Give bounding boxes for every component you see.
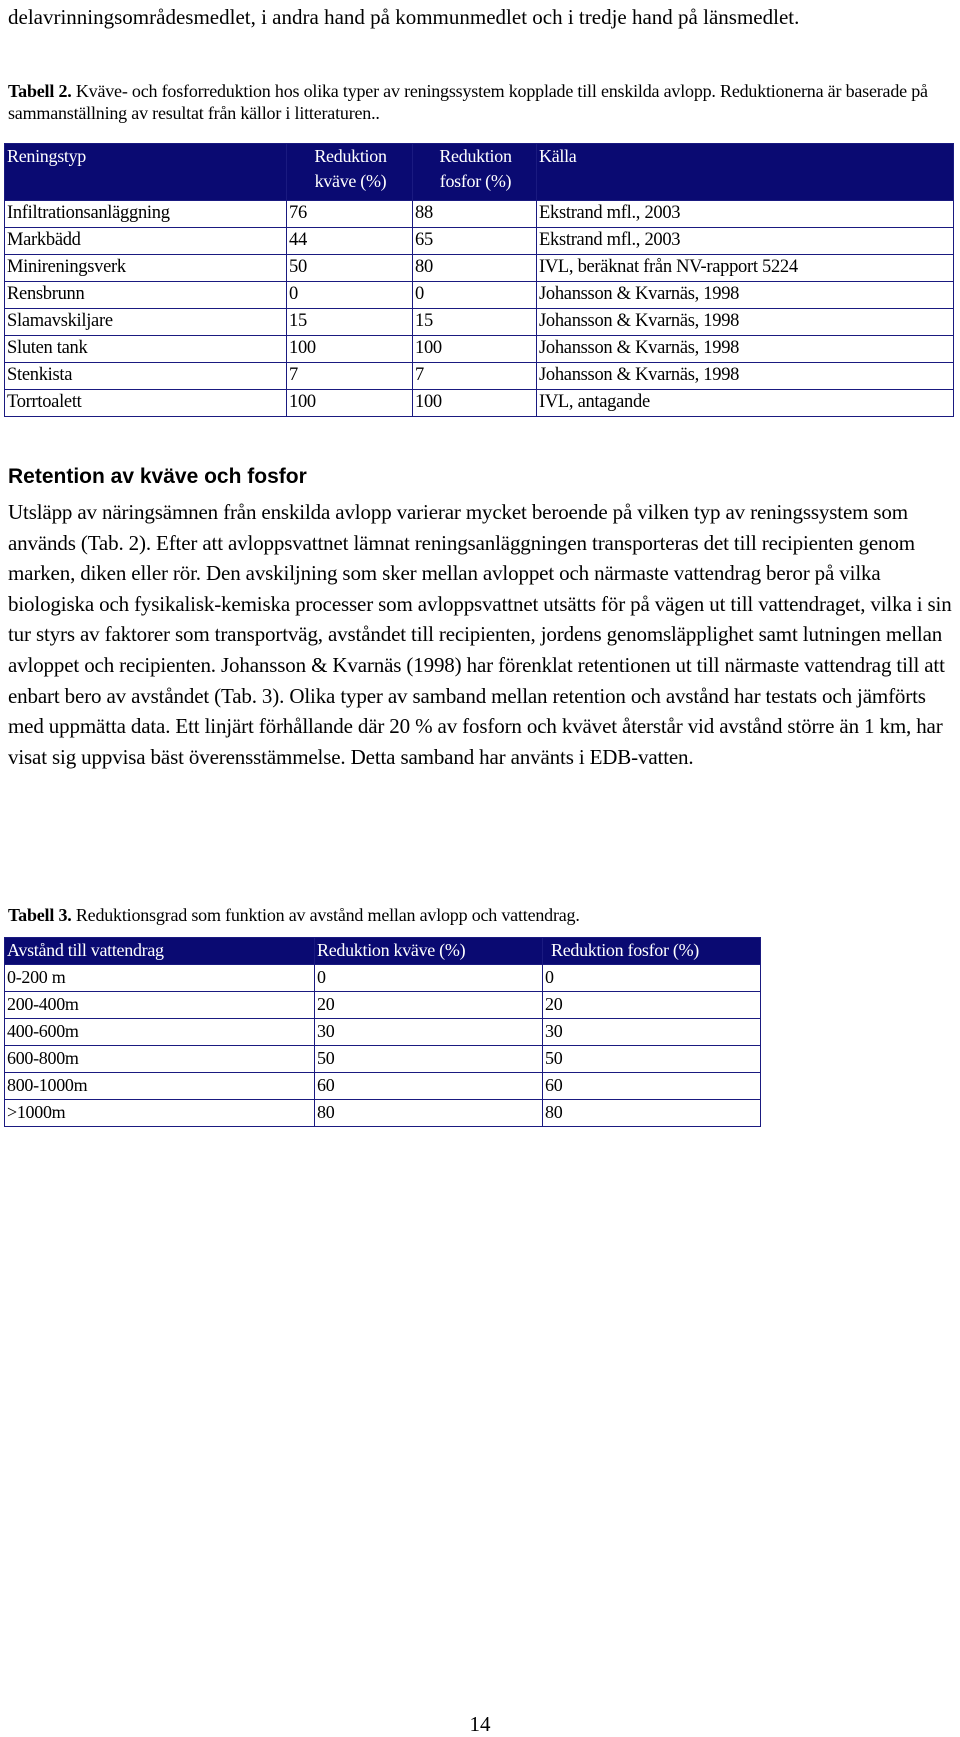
body-paragraph: Utsläpp av näringsämnen från enskilda avlopp varierar mycket beroende på vilken typ av reningssystem som används (Tab. 2). Efter att avloppsvattnet lämnat reningsanläggningen transporteras det till recipienten genom marken, diken eller rör. Den avskiljning som sker mellan avloppet och närmaste vattendrag beror på vilka biologiska och fysikalisk-kemiska processer som avloppsvattnet utsätts för på vägen ut till vattendraget, vilka i sin tur styrs av faktorer som transportväg, avståndet till recipienten, jordens genomsläpplighet samt lutningen mellan avloppet och recipienten. Johansson & Kvarnäs (1998) har förenklat retentionen ut till närmaste vattendrag till att enbart bero av avståndet (Tab. 3). Olika typer av samband mellan retention och avstånd har testats och jämförts med uppmätta data. Ett linjärt förhållande där 20 % av fosforn och kvävet återstår vid avstånd större än 1 km, har visat sig uppvisa bäst överensstämmelse. Detta samband har använts i EDB-vatten.	[8, 500, 952, 769]
table-cell: 15	[413, 309, 537, 336]
table-cell: 50	[315, 1046, 543, 1073]
table-cell: Sluten tank	[5, 336, 287, 363]
table-cell: Minireningsverk	[5, 255, 287, 282]
table-cell: 20	[543, 992, 761, 1019]
table-cell: >1000m	[5, 1100, 315, 1127]
table-row	[5, 282, 954, 309]
table3-header-reduktion-kvave: Reduktion kväve (%)	[315, 938, 543, 965]
table-cell: IVL, antagande	[537, 390, 954, 417]
table-cell: 100	[413, 336, 537, 363]
table2-header-reduktion-fosfor-text: Reduktion fosfor (%)	[439, 146, 512, 191]
table-cell: Torrtoalett	[5, 390, 287, 417]
table-cell: Johansson & Kvarnäs, 1998	[537, 363, 954, 390]
table3-caption-text: Reduktionsgrad som funktion av avstånd mellan avlopp och vattendrag.	[71, 905, 580, 925]
table-cell: 50	[287, 255, 413, 282]
table-cell: Stenkista	[5, 363, 287, 390]
table-cell: 80	[543, 1100, 761, 1127]
table-cell: 0	[287, 282, 413, 309]
intro-paragraph: delavrinningsområdesmedlet, i andra hand på kommunmedlet och i tredje hand på länsmedlet.	[8, 5, 800, 29]
table-cell: 80	[315, 1100, 543, 1127]
table-row	[5, 201, 954, 228]
table-cell: Markbädd	[5, 228, 287, 255]
table-row	[5, 228, 954, 255]
table2-header-reduktion-fosfor	[413, 144, 537, 201]
table3-reduction-by-distance	[4, 937, 761, 1127]
table2-header-reduktion-kvave	[287, 144, 413, 201]
table-row	[5, 1100, 761, 1127]
table-cell: 60	[315, 1073, 543, 1100]
table2-caption-label: Tabell 2.	[8, 81, 72, 101]
table-cell: 0	[543, 965, 761, 992]
table3-header-row	[5, 938, 761, 965]
section-heading: Retention av kväve och fosfor	[8, 465, 307, 488]
table-cell: 100	[287, 336, 413, 363]
table3-header-avstand: Avstånd till vattendrag	[5, 938, 315, 965]
table-cell: 100	[287, 390, 413, 417]
table-cell: IVL, beräknat från NV-rapport 5224	[537, 255, 954, 282]
table3-caption-label: Tabell 3.	[8, 905, 72, 925]
table-cell: 20	[315, 992, 543, 1019]
table-cell: 60	[543, 1073, 761, 1100]
table2-header-row	[5, 144, 954, 201]
table-cell: 600-800m	[5, 1046, 315, 1073]
table-cell: 50	[543, 1046, 761, 1073]
table-cell: 88	[413, 201, 537, 228]
table-cell: 400-600m	[5, 1019, 315, 1046]
table-row	[5, 1073, 761, 1100]
table-cell: 76	[287, 201, 413, 228]
table-cell: 0-200 m	[5, 965, 315, 992]
table-cell: 80	[413, 255, 537, 282]
table2-header-kalla: Källa	[537, 144, 954, 201]
page-number: 14	[469, 1712, 491, 1736]
table2-header-reningstyp: Reningstyp	[5, 144, 287, 201]
table2-reduction-by-system	[4, 143, 954, 417]
table2-caption-text: Kväve- och fosforreduktion hos olika typer av reningssystem kopplade till enskilda avlopp. Reduktionerna är baserade på sammanställning av resultat från källor i litteraturen..	[8, 81, 928, 123]
table-cell: Johansson & Kvarnäs, 1998	[537, 282, 954, 309]
table-cell: 7	[287, 363, 413, 390]
table-cell: Infiltrationsanläggning	[5, 201, 287, 228]
table-row	[5, 309, 954, 336]
table-cell: Johansson & Kvarnäs, 1998	[537, 309, 954, 336]
table-row	[5, 363, 954, 390]
table-cell: 0	[315, 965, 543, 992]
table-row	[5, 336, 954, 363]
table-row	[5, 390, 954, 417]
table-cell: 30	[315, 1019, 543, 1046]
table2-header-reduktion-kvave-text: Reduktion kväve (%)	[314, 146, 387, 191]
table-cell: Slamavskiljare	[5, 309, 287, 336]
table-row	[5, 255, 954, 282]
table-cell: Ekstrand mfl., 2003	[537, 201, 954, 228]
table3-header-reduktion-fosfor: Reduktion fosfor (%)	[543, 938, 761, 965]
table-cell: 30	[543, 1019, 761, 1046]
table-cell: Ekstrand mfl., 2003	[537, 228, 954, 255]
table-cell: 65	[413, 228, 537, 255]
table-cell: Johansson & Kvarnäs, 1998	[537, 336, 954, 363]
table-cell: 100	[413, 390, 537, 417]
table-cell: 44	[287, 228, 413, 255]
table-row	[5, 992, 761, 1019]
table-cell: 7	[413, 363, 537, 390]
table-row	[5, 1019, 761, 1046]
table-cell: 800-1000m	[5, 1073, 315, 1100]
table-cell: 200-400m	[5, 992, 315, 1019]
table-cell: Rensbrunn	[5, 282, 287, 309]
table2-caption	[8, 80, 948, 124]
table-cell: 0	[413, 282, 537, 309]
table-row	[5, 965, 761, 992]
table-cell: 15	[287, 309, 413, 336]
table-row	[5, 1046, 761, 1073]
table3-caption	[8, 904, 948, 926]
